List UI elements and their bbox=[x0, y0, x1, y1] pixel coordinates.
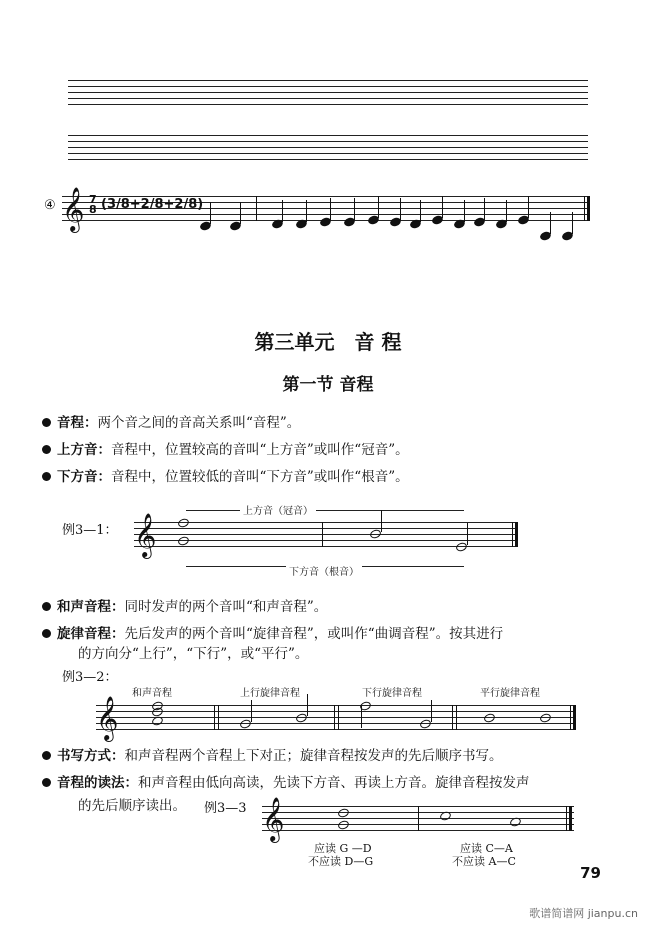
time-signature: 7 8 bbox=[89, 193, 97, 216]
header-parallel: 平行旋律音程 bbox=[480, 688, 540, 699]
bullet-icon bbox=[42, 418, 51, 427]
note-stem bbox=[420, 200, 421, 222]
note-stem bbox=[467, 523, 468, 545]
note-stem bbox=[572, 212, 573, 234]
barline bbox=[338, 705, 339, 730]
treble-clef-icon: 𝄞 bbox=[62, 187, 85, 231]
barline bbox=[566, 806, 567, 831]
note-stem bbox=[251, 700, 252, 722]
bullet-icon bbox=[42, 602, 51, 611]
bullet-reading-cont: 的先后顺序读出。 bbox=[78, 798, 186, 814]
note-stem bbox=[442, 196, 443, 218]
section-title: 第一节 音程 bbox=[282, 375, 374, 395]
barline bbox=[256, 196, 257, 221]
barline bbox=[570, 705, 571, 730]
bullet-melodic-cont: 的方向分“上行”，“下行”，或“平行”。 bbox=[78, 646, 309, 662]
note-stem bbox=[354, 198, 355, 220]
bullet-notation: 书写方式：和声音程两个音程上下对正；旋律音程按发声的先后顺序书写。 bbox=[42, 747, 503, 765]
bullet-icon bbox=[42, 751, 51, 760]
note-stem bbox=[307, 694, 308, 716]
unit-title: 第三单元 音 程 bbox=[254, 330, 402, 354]
note-stem bbox=[506, 200, 507, 222]
note-stem bbox=[306, 200, 307, 222]
note-stem bbox=[400, 198, 401, 220]
note-stem bbox=[431, 700, 432, 722]
blank-staff-1 bbox=[68, 80, 588, 104]
page-number: 79 bbox=[580, 864, 601, 882]
music-staff-ex2 bbox=[96, 705, 576, 729]
upper-bracket bbox=[186, 510, 464, 517]
header-ascending: 上行旋律音程 bbox=[240, 688, 300, 699]
blank-staff-2 bbox=[68, 135, 588, 159]
final-barline bbox=[573, 705, 576, 730]
final-barline bbox=[587, 196, 590, 221]
barline bbox=[218, 705, 219, 730]
bullet-icon bbox=[42, 629, 51, 638]
note-stem bbox=[464, 200, 465, 222]
read-label-1: 应读 G —D bbox=[314, 842, 372, 855]
note-stem bbox=[484, 198, 485, 220]
note-stem bbox=[330, 198, 331, 220]
meter-groups: (3/8+2/8+2/8) bbox=[101, 197, 204, 212]
note-stem bbox=[361, 706, 362, 728]
note-stem bbox=[550, 212, 551, 234]
bullet-icon bbox=[42, 778, 51, 787]
not-read-label-1: 不应读 D—G bbox=[308, 855, 374, 868]
treble-clef-icon: 𝄞 bbox=[96, 696, 119, 740]
lower-note-label: 下方音（根音） bbox=[286, 563, 362, 578]
barline bbox=[512, 522, 513, 547]
not-read-label-2: 不应读 A—C bbox=[452, 855, 516, 868]
barline bbox=[334, 705, 335, 730]
note-stem bbox=[282, 200, 283, 222]
note-stem bbox=[378, 196, 379, 218]
note-stem bbox=[528, 196, 529, 218]
header-descending: 下行旋律音程 bbox=[362, 688, 422, 699]
final-barline bbox=[515, 522, 518, 547]
read-label-2: 应读 C—A bbox=[460, 842, 513, 855]
staff-number: ④ bbox=[44, 198, 56, 213]
example-label: 例3—1： bbox=[62, 523, 118, 538]
bullet-icon bbox=[42, 445, 51, 454]
barline bbox=[452, 705, 453, 730]
barline bbox=[418, 806, 419, 831]
barline bbox=[584, 196, 585, 221]
barline bbox=[214, 705, 215, 730]
bullet-lower-note: 下方音：音程中，位置较低的音叫“下方音”或叫作“根音”。 bbox=[42, 468, 409, 486]
barline bbox=[322, 522, 323, 547]
final-barline bbox=[569, 806, 572, 831]
bullet-interval: 音程：两个音之间的音高关系叫“音程”。 bbox=[42, 414, 300, 432]
treble-clef-icon: 𝄞 bbox=[134, 513, 157, 557]
watermark: 歌谱简谱网 jianpu.cn bbox=[529, 907, 638, 920]
bullet-upper-note: 上方音：音程中，位置较高的音叫“上方音”或叫作“冠音”。 bbox=[42, 441, 409, 459]
bullet-reading: 音程的读法：和声音程由低向高读，先读下方音、再读上方音。旋律音程按发声 bbox=[42, 774, 530, 792]
example-label: 例3—3 bbox=[204, 801, 247, 816]
note-stem bbox=[210, 202, 211, 224]
note-stem bbox=[381, 510, 382, 532]
bullet-harmonic: 和声音程：同时发声的两个音叫“和声音程”。 bbox=[42, 598, 327, 616]
upper-note-label: 上方音（冠音） bbox=[240, 502, 316, 517]
bullet-melodic: 旋律音程：先后发声的两个音叫“旋律音程”，或叫作“曲调音程”。按其进行 bbox=[42, 625, 503, 643]
note-stem bbox=[240, 202, 241, 224]
barline bbox=[456, 705, 457, 730]
treble-clef-icon: 𝄞 bbox=[262, 797, 285, 841]
bullet-icon bbox=[42, 472, 51, 481]
example-label: 例3—2： bbox=[62, 670, 118, 685]
header-harmonic: 和声音程 bbox=[132, 688, 172, 699]
